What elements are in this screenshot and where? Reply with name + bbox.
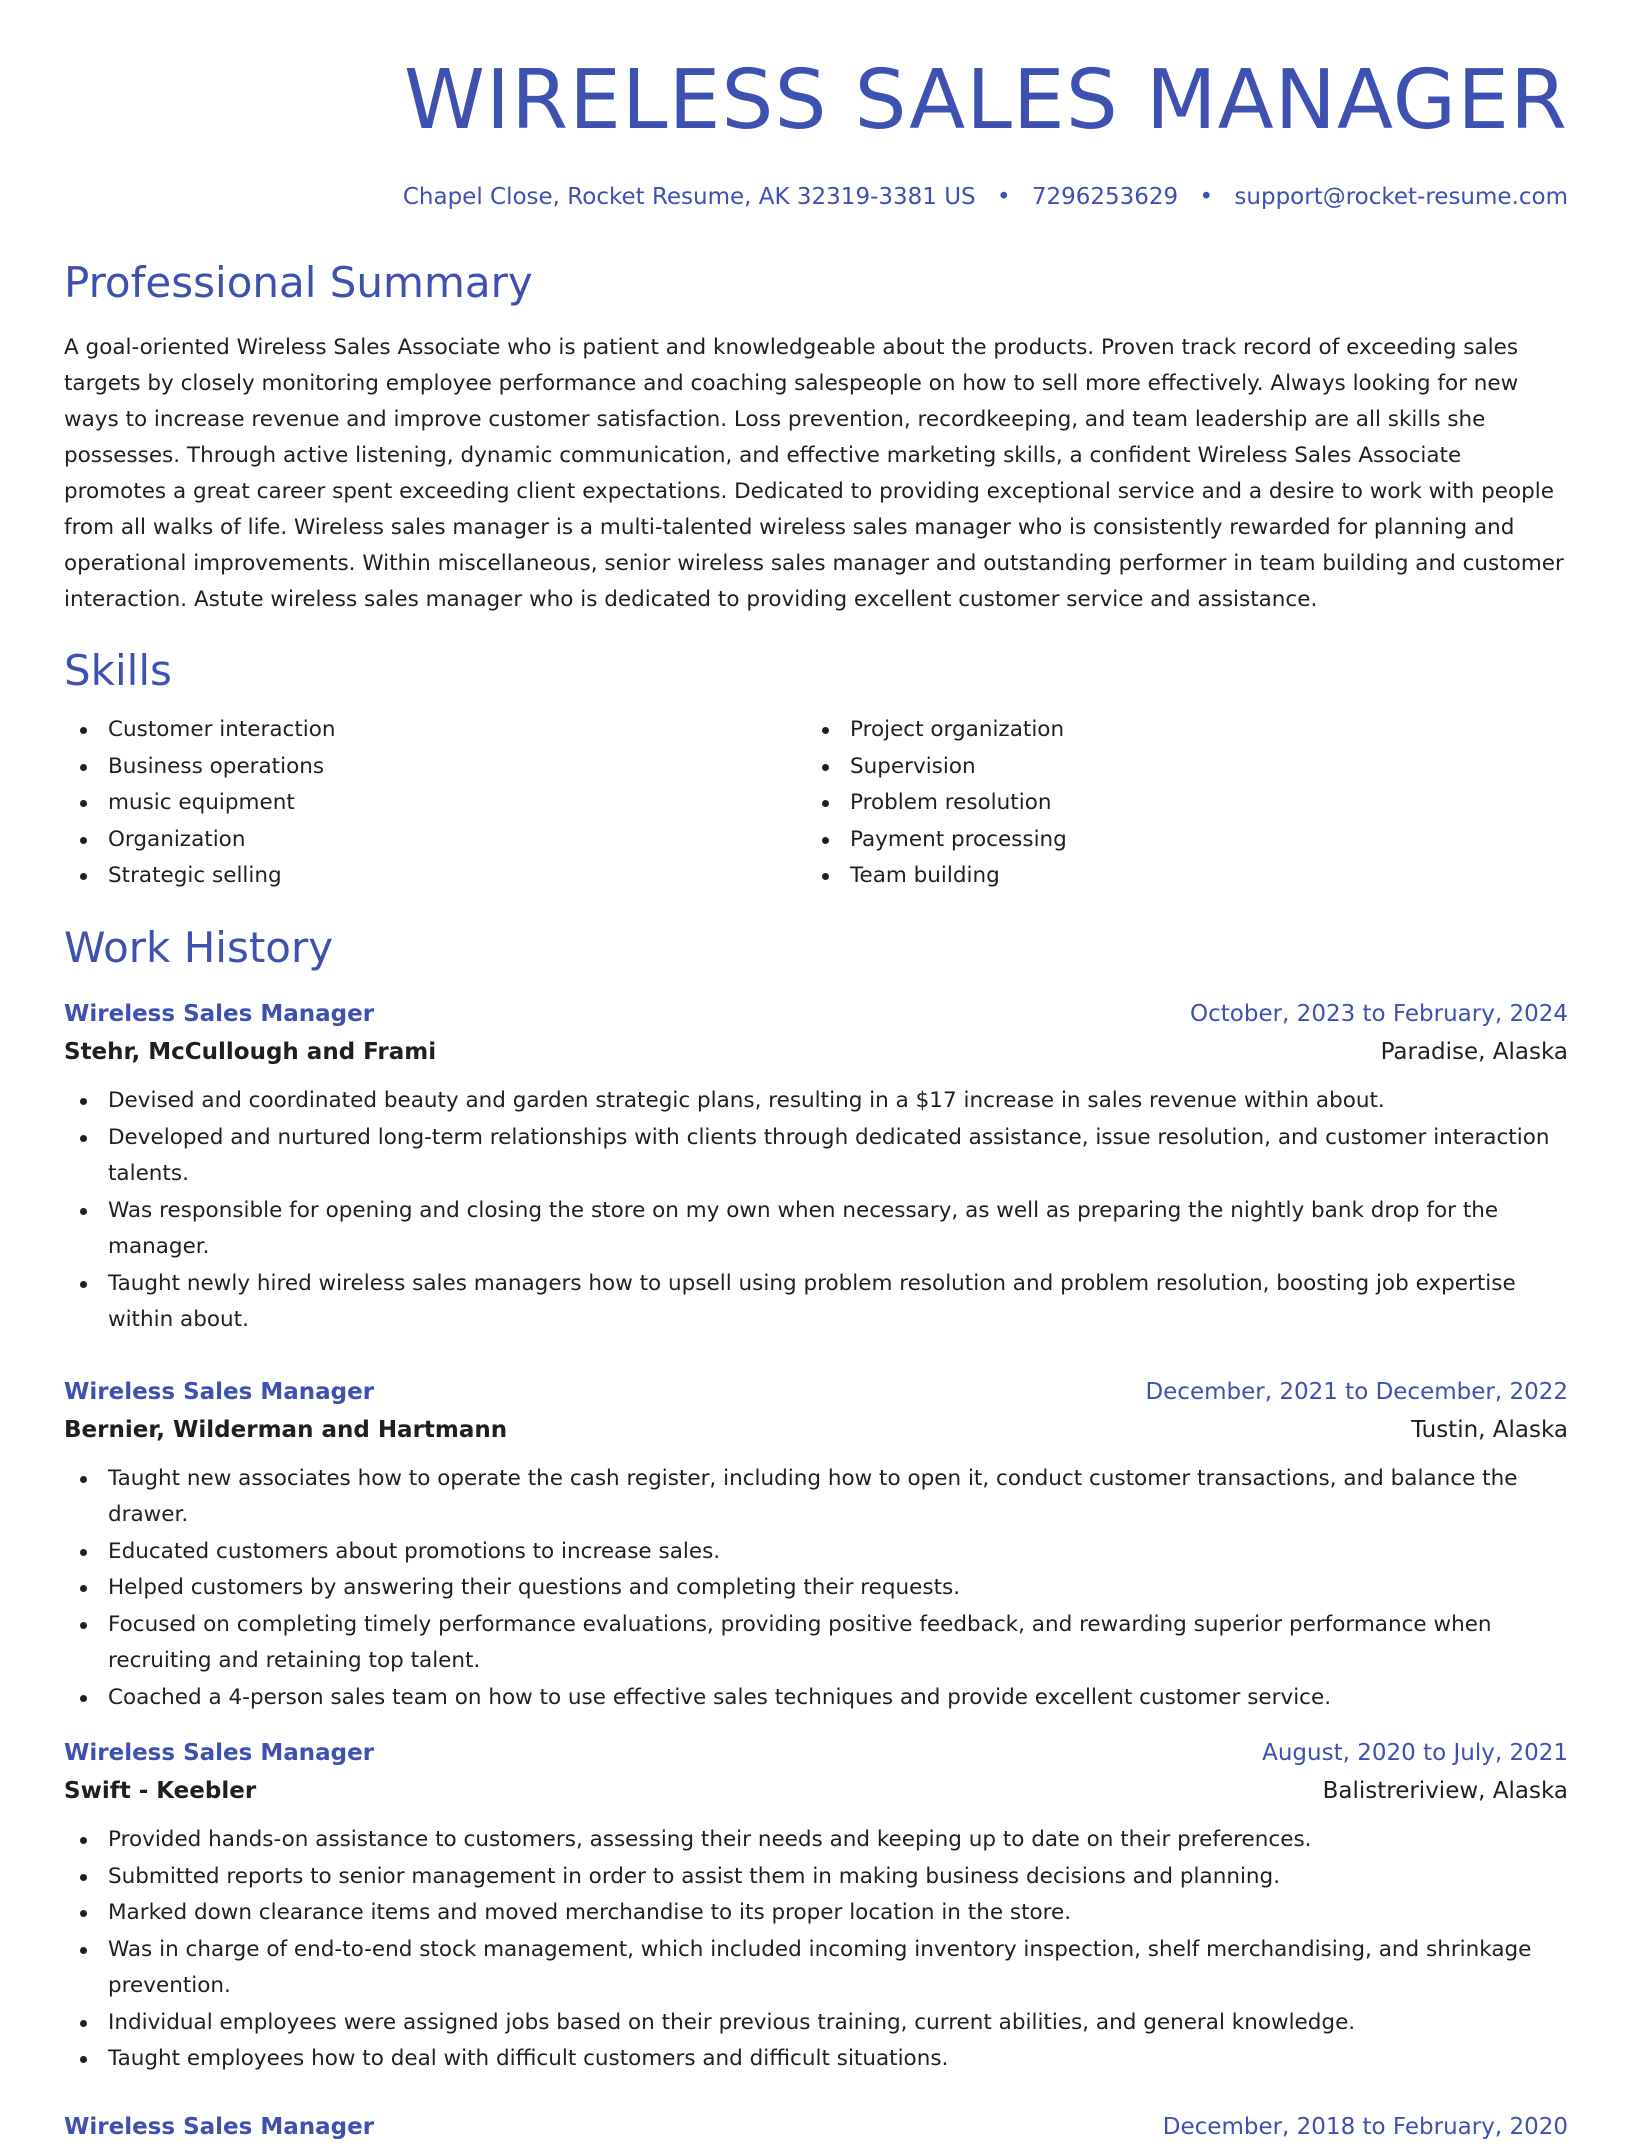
job-dates: August, 2020 to July, 2021	[1262, 1740, 1568, 1767]
resume-page	[64, 0, 1568, 2146]
job-dates: December, 2018 to February, 2020	[1162, 2113, 1568, 2140]
job-bullet: Was responsible for opening and closing the store on my own when necessary, as well as preparing the nightly bank drop for the manager.	[64, 1193, 1568, 1266]
job-bullet: Taught newly hired wireless sales managers how to upsell using problem resolution and problem resolution, boosting job expertise within about.	[64, 1266, 1568, 1339]
summary-heading: Professional Summary	[64, 258, 533, 307]
job-entry	[64, 995, 1568, 1339]
job-title: Wireless Sales Manager	[64, 1378, 375, 1405]
skills-column-right	[806, 712, 1067, 895]
skill-item: Team building	[806, 858, 1067, 895]
job-bullets	[64, 1822, 1568, 2078]
contact-line	[64, 184, 1568, 210]
summary-text: A goal-oriented Wireless Sales Associate who is patient and knowledgeable about the products. Proven track record of exceeding sales targets by closely monitoring employee performance and coaching salespeople on how to sell more effectively. Always looking for new ways to increase revenue and improve customer satisfaction. Loss prevention, recordkeeping, and team leadership are all skills she possesses. Through active listening, dynamic communication, and effective marketing skills, a confident Wireless Sales Associate promotes a great career spent exceeding client expectations. Dedicated to providing exceptional service and a desire to work with people from all walks of life. Wireless sales manager is a multi-talented wireless sales manager who is consistently rewarded for planning and operational improvements. Within miscellaneous, senior wireless sales manager and outstanding performer in team building and customer interaction. Astute wireless sales manager who is dedicated to providing excellent customer service and assistance.	[64, 335, 1564, 613]
work-history-heading: Work History	[64, 922, 334, 972]
skill-item: Supervision	[806, 749, 1067, 786]
job-entry	[64, 2108, 1568, 2146]
job-dates: December, 2021 to December, 2022	[1145, 1378, 1568, 1405]
skill-item: Project organization	[806, 712, 1067, 749]
job-dates: October, 2023 to February, 2024	[1190, 1001, 1568, 1028]
skill-item: Business operations	[64, 749, 806, 786]
job-bullets	[64, 1083, 1568, 1339]
job-bullet: Focused on completing timely performance evaluations, providing positive feedback, and rewarding superior performance when recruiting and retaining top talent.	[64, 1607, 1568, 1680]
job-bullet: Provided hands-on assistance to customers, assessing their needs and keeping up to date on their preferences.	[64, 1822, 1568, 1859]
skill-item: Customer interaction	[64, 712, 806, 749]
job-bullet: Helped customers by answering their questions and completing their requests.	[64, 1570, 1568, 1607]
job-bullet: Taught new associates how to operate the cash register, including how to open it, conduct customer transactions, and balance the drawer.	[64, 1461, 1568, 1534]
contact-email: support@rocket-resume.com	[1234, 184, 1568, 210]
job-entry	[64, 1373, 1568, 1717]
contact-separator: •	[1199, 184, 1214, 210]
job-company: Stehr, McCullough and Frami	[64, 1039, 437, 1066]
job-location: Paradise, Alaska	[1380, 1039, 1568, 1066]
skills-heading: Skills	[64, 646, 172, 696]
job-bullet: Educated customers about promotions to increase sales.	[64, 1534, 1568, 1571]
skill-item: music equipment	[64, 785, 806, 822]
skill-item: Problem resolution	[806, 785, 1067, 822]
job-entry	[64, 1734, 1568, 2078]
resume-name: WIRELESS SALES MANAGER	[403, 53, 1568, 148]
job-title: Wireless Sales Manager	[64, 2113, 375, 2140]
skill-item: Strategic selling	[64, 858, 806, 895]
skill-item: Organization	[64, 822, 806, 859]
contact-address: Chapel Close, Rocket Resume, AK 32319-3381 US	[402, 184, 976, 210]
job-bullets	[64, 1461, 1568, 1717]
skills-list	[64, 712, 1568, 895]
job-location: Balistreriview, Alaska	[1322, 1778, 1568, 1805]
job-bullet: Developed and nurtured long-term relationships with clients through dedicated assistance, issue resolution, and customer interaction talents.	[64, 1120, 1568, 1193]
job-bullet: Individual employees were assigned jobs based on their previous training, current abilities, and general knowledge.	[64, 2005, 1568, 2042]
contact-separator: •	[996, 184, 1011, 210]
job-bullet: Marked down clearance items and moved merchandise to its proper location in the store.	[64, 1895, 1568, 1932]
job-bullet: Was in charge of end-to-end stock management, which included incoming inventory inspection, shelf merchandising, and shrinkage prevention.	[64, 1932, 1568, 2005]
job-title: Wireless Sales Manager	[64, 1740, 375, 1767]
job-company: Bernier, Wilderman and Hartmann	[64, 1416, 508, 1443]
job-location: Tustin, Alaska	[1411, 1416, 1568, 1443]
skill-item: Payment processing	[806, 822, 1067, 859]
skills-column-left	[64, 712, 806, 895]
job-bullet: Devised and coordinated beauty and garden strategic plans, resulting in a $17 increase in sales revenue within about.	[64, 1083, 1568, 1120]
job-bullet: Submitted reports to senior management in order to assist them in making business decisions and planning.	[64, 1859, 1568, 1896]
contact-phone: 7296253629	[1031, 184, 1179, 210]
job-title: Wireless Sales Manager	[64, 1001, 375, 1028]
job-bullet: Coached a 4-person sales team on how to use effective sales techniques and provide excellent customer service.	[64, 1680, 1568, 1717]
job-bullet: Taught employees how to deal with difficult customers and difficult situations.	[64, 2041, 1568, 2078]
job-company: Swift - Keebler	[64, 1778, 257, 1805]
